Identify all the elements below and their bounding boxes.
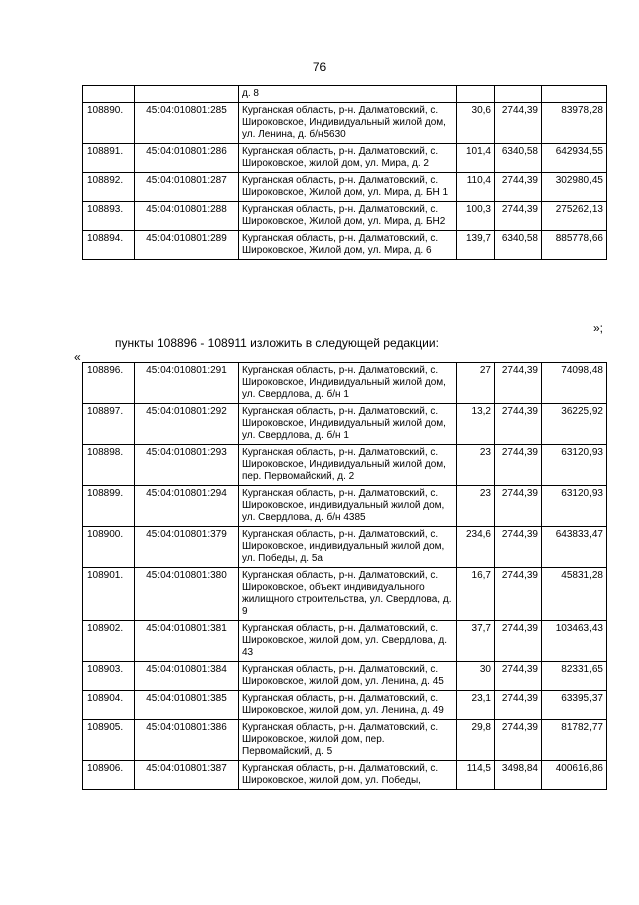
cadastral-value-cell: 63395,37 [542,691,607,720]
cadastral-number-cell: 45:04:010801:291 [135,363,239,404]
row-number-cell: 108905. [83,720,135,761]
cadastral-number-cell: 45:04:010801:289 [135,231,239,260]
area-cell: 100,3 [457,202,495,231]
cadastral-number-cell: 45:04:010801:294 [135,486,239,527]
table-row [83,761,607,790]
table-row [83,202,607,231]
table-row [83,691,607,720]
address-cell: Курганская область, р-н. Далматовский, с. Широковское, индивидуальный жилой дом, ул. Победы, д. 5а [239,527,457,568]
rate-cell: 2744,39 [495,445,542,486]
row-number-cell: 108896. [83,363,135,404]
rate-cell: 6340,58 [495,231,542,260]
cadastral-value-cell: 63120,93 [542,486,607,527]
cadastral-number-cell: 45:04:010801:292 [135,404,239,445]
address-cell: Курганская область, р-н. Далматовский, с. Широковское, Индивидуальный жилой дом, ул. Свердлова, д. б/н 1 [239,404,457,445]
cadastral-value-cell: 45831,28 [542,568,607,621]
row-number-cell: 108903. [83,662,135,691]
cadastral-number-cell: 45:04:010801:386 [135,720,239,761]
row-number-cell: 108904. [83,691,135,720]
cadastral-number-cell: 45:04:010801:287 [135,173,239,202]
cadastral-number-cell: 45:04:010801:286 [135,144,239,173]
rate-cell: 2744,39 [495,621,542,662]
cadastral-value-cell: 63120,93 [542,445,607,486]
address-cell: Курганская область, р-н. Далматовский, с. Широковское, жилой дом, пер. Первомайский, д. 5 [239,720,457,761]
table-row [83,621,607,662]
address-cell: Курганская область, р-н. Далматовский, с. Широковское, Индивидуальный жилой дом, ул. Ленина, д. б/н5630 [239,103,457,144]
cadastral-number-cell [135,86,239,103]
rate-cell: 6340,58 [495,144,542,173]
property-table-top [82,85,607,260]
cadastral-number-cell: 45:04:010801:387 [135,761,239,790]
cadastral-value-cell: 302980,45 [542,173,607,202]
cadastral-value-cell: 82331,65 [542,662,607,691]
address-cell: Курганская область, р-н. Далматовский, с. Широковское, жилой дом, ул. Мира, д. 2 [239,144,457,173]
cadastral-value-cell: 81782,77 [542,720,607,761]
rate-cell: 3498,84 [495,761,542,790]
rate-cell: 2744,39 [495,404,542,445]
opening-quote: « [74,350,81,364]
cadastral-value-cell: 275262,13 [542,202,607,231]
row-number-cell: 108906. [83,761,135,790]
area-cell: 29,8 [457,720,495,761]
area-cell: 13,2 [457,404,495,445]
table-row [83,445,607,486]
area-cell: 139,7 [457,231,495,260]
property-table-bottom [82,362,607,790]
area-cell: 114,5 [457,761,495,790]
area-cell: 23 [457,486,495,527]
area-cell: 27 [457,363,495,404]
rate-cell: 2744,39 [495,691,542,720]
address-cell: Курганская область, р-н. Далматовский, с. Широковское, жилой дом, ул. Ленина, д. 49 [239,691,457,720]
table-row [83,404,607,445]
row-number-cell: 108902. [83,621,135,662]
closing-quote: »; [593,321,604,335]
rate-cell: 2744,39 [495,662,542,691]
cadastral-value-cell: 103463,43 [542,621,607,662]
row-number-cell [83,86,135,103]
cadastral-value-cell: 885778,66 [542,231,607,260]
area-cell: 110,4 [457,173,495,202]
rate-cell [495,86,542,103]
address-cell: Курганская область, р-н. Далматовский, с. Широковское, жилой дом, ул. Свердлова, д. 43 [239,621,457,662]
row-number-cell: 108894. [83,231,135,260]
rate-cell: 2744,39 [495,527,542,568]
address-cell: Курганская область, р-н. Далматовский, с. Широковское, Жилой дом, ул. Мира, д. БН2 [239,202,457,231]
table-body-top [83,86,607,260]
instruction-text: пункты 108896 - 108911 изложить в следующей редакции: [115,336,439,350]
rate-cell: 2744,39 [495,103,542,144]
address-cell: Курганская область, р-н. Далматовский, с. Широковское, Жилой дом, ул. Мира, д. БН 1 [239,173,457,202]
cadastral-number-cell: 45:04:010801:384 [135,662,239,691]
area-cell: 30 [457,662,495,691]
row-number-cell: 108900. [83,527,135,568]
table-row [83,363,607,404]
row-number-cell: 108899. [83,486,135,527]
table-row [83,144,607,173]
cadastral-number-cell: 45:04:010801:381 [135,621,239,662]
table-row [83,720,607,761]
area-cell [457,86,495,103]
area-cell: 23,1 [457,691,495,720]
cadastral-number-cell: 45:04:010801:293 [135,445,239,486]
row-number-cell: 108897. [83,404,135,445]
row-number-cell: 108890. [83,103,135,144]
page-number: 76 [312,60,327,74]
rate-cell: 2744,39 [495,486,542,527]
cadastral-number-cell: 45:04:010801:379 [135,527,239,568]
cadastral-number-cell: 45:04:010801:380 [135,568,239,621]
rate-cell: 2744,39 [495,173,542,202]
row-number-cell: 108892. [83,173,135,202]
address-cell: Курганская область, р-н. Далматовский, с. Широковское, Индивидуальный жилой дом, ул. Свердлова, д. б/н 1 [239,363,457,404]
address-cell: д. 8 [239,86,457,103]
cadastral-value-cell: 642934,55 [542,144,607,173]
cadastral-value-cell: 83978,28 [542,103,607,144]
address-cell: Курганская область, р-н. Далматовский, с. Широковское, Индивидуальный жилой дом, пер. Первомайский, д. 2 [239,445,457,486]
cadastral-number-cell: 45:04:010801:385 [135,691,239,720]
row-number-cell: 108898. [83,445,135,486]
address-cell: Курганская область, р-н. Далматовский, с. Широковское, жилой дом, ул. Победы, [239,761,457,790]
address-cell: Курганская область, р-н. Далматовский, с. Широковское, индивидуальный жилой дом, ул. Свердлова, д. б/н 4385 [239,486,457,527]
address-cell: Курганская область, р-н. Далматовский, с. Широковское, Жилой дом, ул. Мира, д. 6 [239,231,457,260]
row-number-cell: 108893. [83,202,135,231]
table-row [83,231,607,260]
area-cell: 30,6 [457,103,495,144]
table-row [83,173,607,202]
table-row [83,486,607,527]
table-row [83,568,607,621]
area-cell: 16,7 [457,568,495,621]
table-body-bottom [83,363,607,790]
cadastral-value-cell: 36225,92 [542,404,607,445]
cadastral-number-cell: 45:04:010801:288 [135,202,239,231]
address-cell: Курганская область, р-н. Далматовский, с. Широковское, жилой дом, ул. Ленина, д. 45 [239,662,457,691]
cadastral-value-cell: 643833,47 [542,527,607,568]
area-cell: 234,6 [457,527,495,568]
cadastral-number-cell: 45:04:010801:285 [135,103,239,144]
rate-cell: 2744,39 [495,568,542,621]
rate-cell: 2744,39 [495,202,542,231]
table-row [83,527,607,568]
area-cell: 23 [457,445,495,486]
rate-cell: 2744,39 [495,720,542,761]
table-row [83,86,607,103]
row-number-cell: 108891. [83,144,135,173]
table-row [83,662,607,691]
cadastral-value-cell: 74098,48 [542,363,607,404]
area-cell: 101,4 [457,144,495,173]
area-cell: 37,7 [457,621,495,662]
table-row [83,103,607,144]
address-cell: Курганская область, р-н. Далматовский, с. Широковское, объект индивидуального жилищного строительства, ул. Свердлова, д. 9 [239,568,457,621]
rate-cell: 2744,39 [495,363,542,404]
cadastral-value-cell: 400616,86 [542,761,607,790]
cadastral-value-cell [542,86,607,103]
row-number-cell: 108901. [83,568,135,621]
